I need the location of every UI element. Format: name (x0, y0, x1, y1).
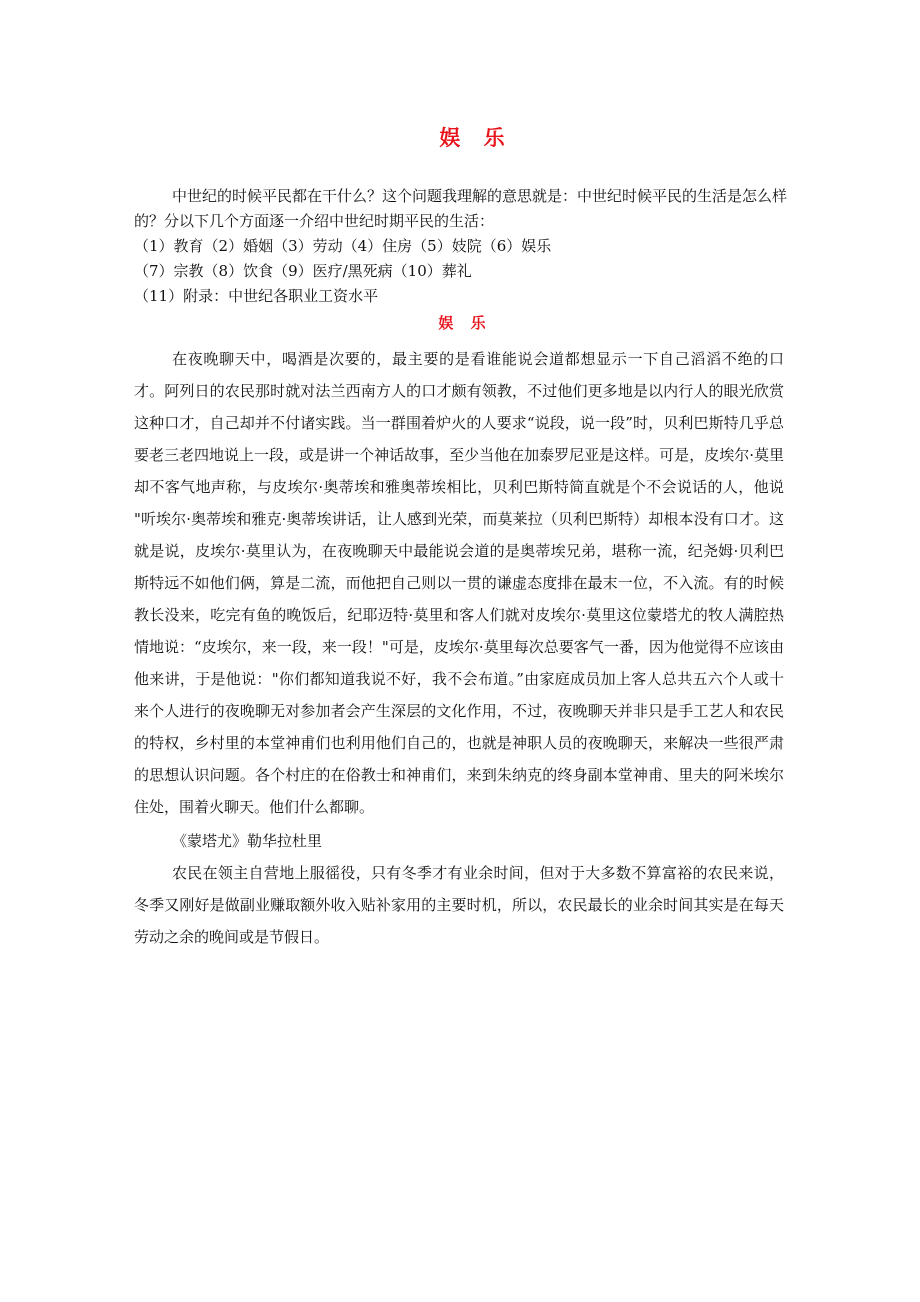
intro-paragraph: 中世纪的时候平民都在干什么？这个问题我理解的意思就是：中世纪时候平民的生活是怎么样的？分以下几个方面逐一介绍中世纪时期平民的生活： (134, 187, 788, 230)
document-title: 娱 乐 (439, 125, 513, 150)
source-citation: 《蒙塔尤》勒华拉杜里 (172, 832, 323, 850)
intro-topic-line: （7）宗教（8）饮食（9）医疗/黑死病（10）葬礼 (134, 262, 472, 280)
body-paragraph: 农民在领主自营地上服徭役，只有冬季才有业余时间，但对于大多数不算富裕的农民来说，冬季又刚好是做副业赚取额外收入贴补家用的主要时机，所以，农民最长的业余时间其实是在每天劳动之余的晚间或是节假日。 (134, 864, 784, 946)
section-title: 娱 乐 (438, 314, 492, 332)
intro-topic-line: （11）附录：中世纪各职业工资水平 (134, 287, 379, 305)
intro-block (134, 184, 794, 309)
body-paragraph: 在夜晚聊天中，喝酒是次要的，最主要的是看谁能说会道都想显示一下自己滔滔不绝的口才。阿列日的农民那时就对法兰西南方人的口才颇有领教，不过他们更多地是以内行人的眼光欣赏这种口才，自己却并不付诸实践。当一群围着炉火的人要求“说段，说一段”时，贝利巴斯特几乎总要老三老四地说上一段，或是讲一个神话故事，至少当他在加泰罗尼亚是这样。可是，皮埃尔·莫里却不客气地声称，与皮埃尔·奥蒂埃和雅奥蒂埃相比，贝利巴斯特简直就是个不会说话的人，他说 "听埃尔·奥蒂埃和雅克·奥蒂埃讲话，让人感到光荣，而莫莱拉（贝利巴斯特）却根本没有口才。这就是说，皮埃尔·莫里认为，在夜晚聊天中最能说会道的是奥蒂埃兄弟，堪称一流，纪尧姆·贝利巴斯特远不如他们俩，算是二流，而他把自己则以一贯的谦虚态度排在最末一位，不入流。有的时候教长没来，吃完有鱼的晚饭后，纪耶迈特·莫里和客人们就对皮埃尔·莫里这位蒙塔尤的牧人满腔热情地说：“皮埃尔，来一段，来一段！"可是，皮埃尔·莫里每次总要客气一番，因为他觉得不应该由他来讲，于是他说："你们都知道我说不好，我不会布道。”由家庭成员加上客人总共五六个人或十来个人进行的夜晚聊无对参加者会产生深层的文化作用，不过，夜晚聊天并非只是手工艺人和农民的特权，乡村里的本堂神甫们也利用他们自己的，也就是神职人员的夜晚聊天，来解决一些很严肃的思想认识问题。各个村庄的在俗教士和神甫们，来到朱纳克的终身副本堂神甫、里夫的阿米埃尔住处，围着火聊天。他们什么都聊。 (134, 350, 784, 816)
intro-topic-line: （1）教育（2）婚姻（3）劳动（4）住房（5）妓院（6）娱乐 (134, 237, 552, 255)
body-text (134, 343, 784, 953)
